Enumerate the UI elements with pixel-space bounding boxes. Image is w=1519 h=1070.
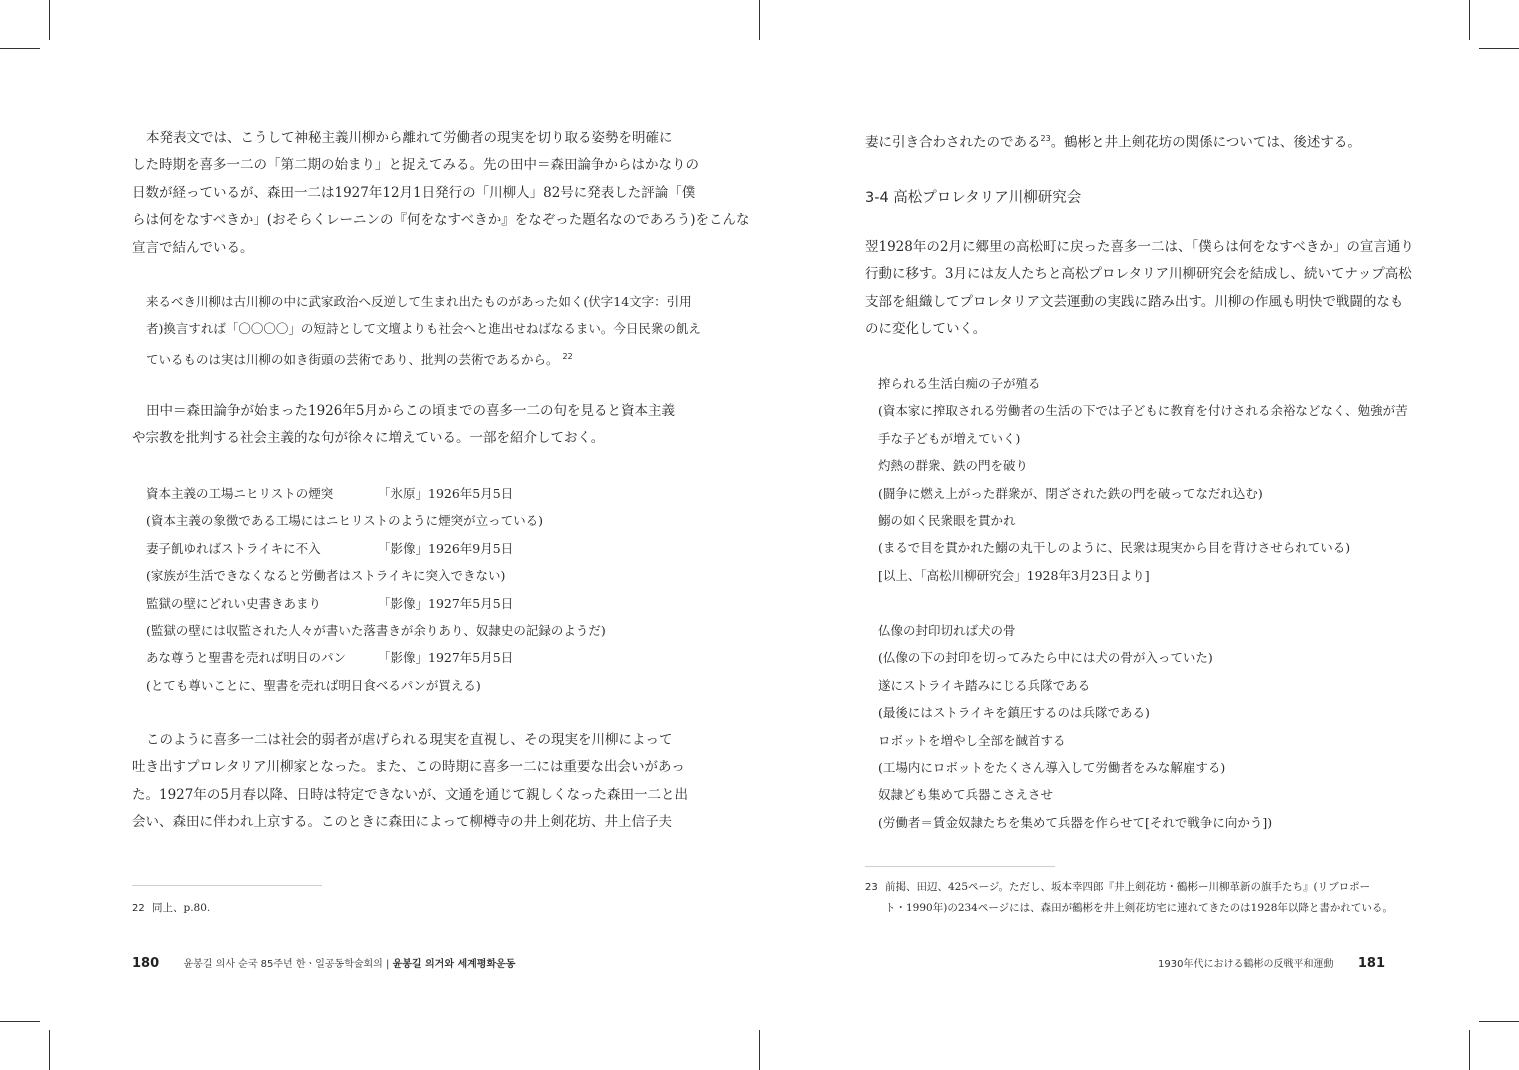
- poem-verse: 搾られる生活白痴の子が殖る: [878, 376, 1041, 391]
- poem-source: 「氷原」1926年5月5日: [378, 486, 514, 501]
- folio-right: [1158, 955, 1385, 971]
- footnote-text: 同上、p.80.: [152, 902, 211, 914]
- intro-paragraph: [132, 125, 750, 262]
- page-number: 180: [132, 956, 160, 971]
- poem-verse: ロボットを増やし全部を馘首する: [878, 732, 1066, 748]
- running-head: 1930年代における鶴彬の反戦平和運動: [1158, 959, 1334, 970]
- footnote-number: 22: [132, 903, 145, 914]
- quote-line: 者)換言すれば「〇〇〇〇」の短詩として文壇よりも社会へと進出せねばなるまい。今日民衆の飢え: [146, 321, 701, 337]
- poem-source: 「影像」1927年5月5日: [378, 650, 514, 666]
- body-line: た。1927年の5月春以降、日時は特定できないが、文通を通じて親しくなった森田一二と出: [132, 786, 688, 803]
- intro-line: 日数が経っているが、森田一二は1927年12月1日発行の「川柳人」82号に発表した評論「僕: [132, 184, 696, 201]
- section-heading: 3-4 高松プロレタリア川柳研究会: [865, 190, 1082, 206]
- running-head: 윤봉길 의사 순국 85주년 한ㆍ일공동학술회의 |: [183, 959, 393, 970]
- poem-gloss: (まるで目を貫かれた鰯の丸干しのように、民衆は現実から目を背けさせられている): [878, 540, 1351, 556]
- footnote-number: 23: [865, 882, 878, 893]
- right-page: [760, 0, 1519, 1070]
- footnote: [865, 877, 1405, 918]
- body-line: 吐き出すプロレタリア川柳家となった。また、この時期に喜多一二には重要な出会いがあっ: [132, 759, 685, 776]
- poem-gloss: (最後にはストライキを鎮圧するのは兵隊である): [878, 705, 1150, 721]
- left-page: [0, 0, 759, 1070]
- body-line: 田中＝森田論争が始まった1926年5月からこの頃までの喜多一二の句を見ると資本主義: [146, 403, 675, 419]
- poem-group-two: [878, 617, 1390, 836]
- poem-verse: あな尊うと聖書を売れば明日のパン 「影像」1927年5月5日: [146, 644, 658, 671]
- body-line: 会い、森田に伴われ上京する。このときに森田によって柳樽寺の井上剣花坊、井上信子夫: [132, 814, 672, 831]
- intro-line: らは何をなすべきか」(おそらくレーニンの『何をなすべきか』をなぞった題名なのであろう)をこんな: [132, 212, 750, 229]
- poem-source: 「影像」1926年9月5日: [378, 540, 514, 556]
- poem-verse: 灼熱の群衆、鉄の門を破り: [878, 458, 1029, 474]
- poem-gloss: (とても尊いことに、聖書を売れば明日食べるパンが買える): [146, 677, 481, 693]
- footnote-text: ト・1990年)の234ページには、森田が鶴彬を井上剣花坊宅に連れてきたのは1928年以降と書かれている。: [885, 902, 1393, 914]
- body-line: や宗教を批判する社会主義的な句が徐々に増えている。一部を紹介しておく。: [132, 430, 605, 447]
- quote-line: ているものは実は川柳の如き街頭の芸術であり、批判の芸術であるから。 $^{22}$: [146, 351, 573, 367]
- body-line: このように喜多一二は社会的弱者が虐げられる現実を直視し、その現実を川柳によって: [146, 732, 673, 748]
- page-number: 181: [1357, 956, 1385, 971]
- poem-verse: 資本主義の工場ニヒリストの煙突 「氷原」1926年5月5日: [146, 480, 658, 507]
- footnote-rule: [132, 885, 322, 886]
- body-line: のに変化していく。: [865, 321, 987, 338]
- section-paragraph: [865, 234, 1414, 344]
- poem-gloss: (労働者＝賃金奴隷たちを集めて兵器を作らせて[それで戦争に向かう]): [878, 814, 1273, 830]
- poem-gloss: 手な子どもが増えていく): [878, 430, 1021, 446]
- poem-verse: 鰯の如く民衆眼を貫かれ: [878, 513, 1016, 529]
- footnote-text: 前掲、田辺、425ページ。ただし、坂本幸四郎『井上剣花坊・鶴彬ー川柳革新の旗手たち』(リブロポー: [885, 881, 1371, 893]
- poem-source: 「影像」1927年5月5日: [378, 595, 514, 611]
- poem-list: [146, 480, 658, 699]
- poem-gloss: (資本家に搾取される労働者の生活の下では子どもに教育を付けされる余裕などなく、勉強が苦: [878, 403, 1408, 419]
- intro-line: した時期を喜多一二の「第二期の始まり」と捉えてみる。先の田中＝森田論争からはかなりの: [132, 157, 699, 174]
- intro-line: 宣言で結んでいる。: [132, 239, 254, 256]
- footnote-rule: [865, 866, 1055, 867]
- poem-gloss: (闘争に燃え上がった群衆が、閉ざされた鉄の門を破ってなだれ込む): [878, 485, 1263, 501]
- block-quote: [146, 288, 701, 373]
- poem-verse: 奴隷ども集めて兵器こさえさせ: [878, 787, 1054, 803]
- body-line: 翌1928年の2月に郷里の高松町に戻った喜多一二は、「僕らは何をなすべきか」の宣言通り: [865, 239, 1414, 255]
- body-line: 行動に移す。3月には友人たちと高松プロレタリア川柳研究会を結成し、続いてナップ高松: [865, 266, 1412, 283]
- poem-gloss: (資本主義の象徴である工場にはニヒリストのように煙突が立っている): [146, 513, 544, 529]
- quote-line: 来るべき川柳は古川柳の中に武家政治へ反逆して生まれ出たものがあった如く(伏字14文字：引用: [146, 294, 692, 309]
- poem-source: [以上、「高松川柳研究会」1928年3月23日より]: [878, 567, 1150, 583]
- closing-paragraph: [132, 727, 688, 837]
- footnote-ref[interactable]: 23: [1040, 134, 1051, 143]
- continuation-line: 妻に引き合わされたのである$^{23}$。鶴彬と井上剣花坊の関係については、後述する。: [865, 134, 1361, 151]
- poem-gloss: (監獄の壁には収監された人々が書いた落書きが余りあり、奴隷史の記録のようだ): [146, 623, 606, 639]
- poem-verse: 監獄の壁にどれい史書きあまり 「影像」1927年5月5日: [146, 590, 658, 617]
- body-line: 支部を組織してプロレタリア文芸運動の実践に踏み出す。川柳の作風も明快で戦闘的なも: [865, 293, 1404, 310]
- second-paragraph: [132, 398, 675, 453]
- poem-verse: 妻子飢ゆればストライキに不入 「影像」1926年9月5日: [146, 535, 658, 562]
- poem-group-one: [878, 370, 1408, 589]
- poem-gloss: (家族が生活できなくなると労働者はストライキに突入できない): [146, 568, 506, 584]
- running-head-title: 윤봉길 의거와 세계평화운동: [392, 959, 516, 970]
- poem-gloss: (工場内にロボットをたくさん導入して労働者をみな解雇する): [878, 760, 1226, 776]
- footnote-ref[interactable]: 22: [562, 351, 573, 361]
- poem-verse: 遂にストライキ踏みにじる兵隊である: [878, 677, 1091, 693]
- intro-line: 本発表文では、こうして神秘主義川柳から離れて労働者の現実を切り取る姿勢を明確に: [146, 130, 673, 146]
- footnote: [132, 898, 658, 919]
- poem-verse: 仏像の封印切れば犬の骨: [878, 623, 1016, 638]
- poem-gloss: (仏像の下の封印を切ってみたら中には犬の骨が入っていた): [878, 650, 1213, 666]
- folio-left: [132, 955, 515, 971]
